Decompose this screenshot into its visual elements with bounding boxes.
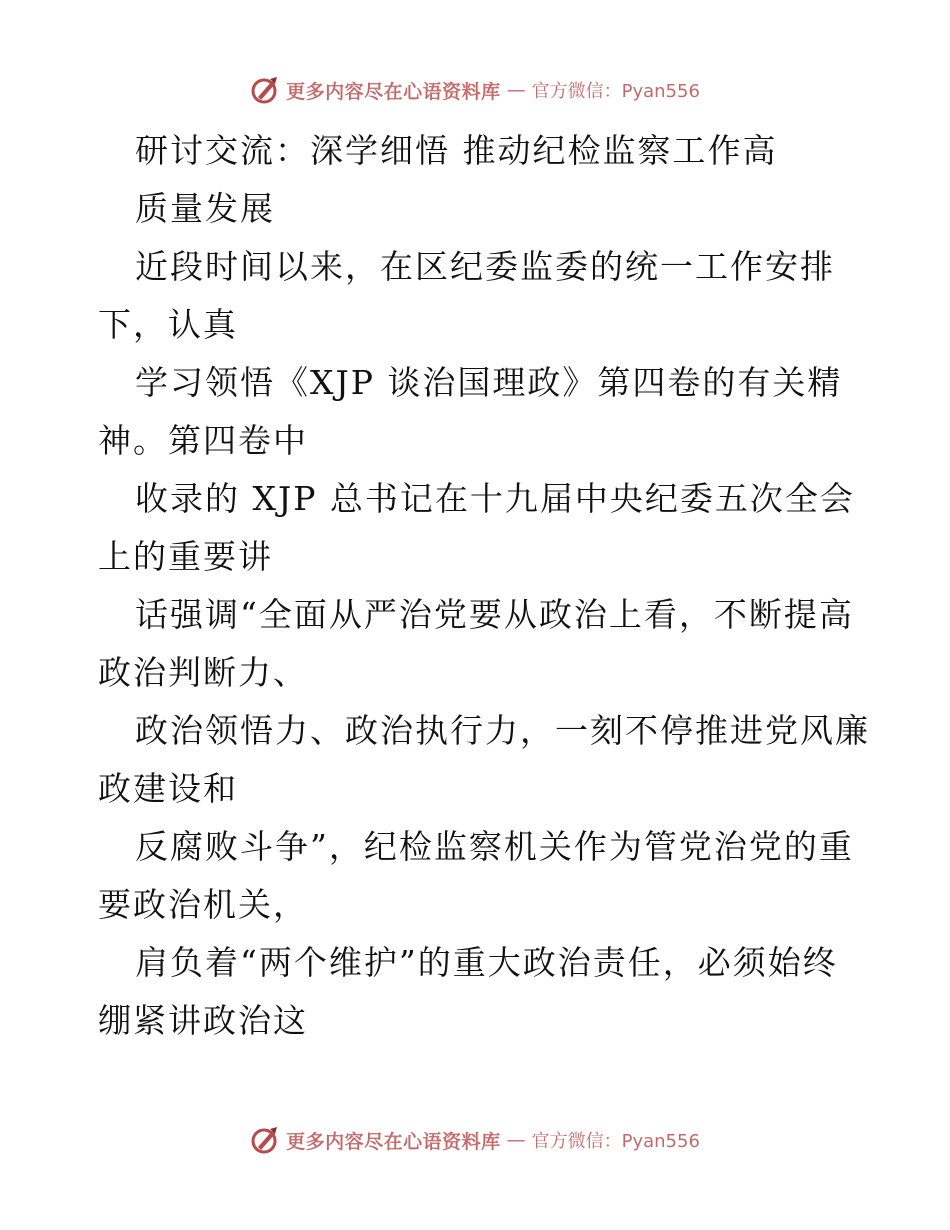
header-watermark	[0, 70, 950, 110]
document-line: 肩负着“两个维护”的重大政治责任，必须始终	[135, 943, 838, 982]
document-body	[98, 122, 878, 1050]
document-line: 神。第四卷中	[98, 421, 308, 460]
document-line: 政建设和	[98, 769, 238, 808]
document-line: 反腐败斗争”，纪检监察机关作为管党治党的重	[135, 827, 854, 866]
document-line: 近段时间以来，在区纪委监委的统一工作安排	[135, 247, 835, 286]
watermark-separator: —	[506, 1129, 526, 1151]
document-line: 绷紧讲政治这	[98, 1001, 308, 1040]
document-line: 研讨交流：深学细悟 推动纪检监察工作高	[135, 131, 778, 170]
document-line: 话强调“全面从严治党要从政治上看，不断提高	[135, 595, 854, 634]
document-line: 质量发展	[135, 189, 275, 228]
document-line: 下，认真	[98, 305, 238, 344]
quill-logo-icon	[250, 75, 280, 105]
watermark-brand: 更多内容尽在心语资料库	[286, 80, 501, 103]
watermark-contact: 官方微信：Pyan556	[531, 1131, 700, 1152]
document-line: 学习领悟《XJP 谈治国理政》第四卷的有关精	[135, 363, 843, 402]
document-line: 政治领悟力、政治执行力，一刻不停推进党风廉	[135, 711, 870, 750]
quill-logo-icon	[250, 1125, 280, 1155]
document-line: 上的重要讲	[98, 537, 273, 576]
document-line: 政治判断力、	[98, 653, 308, 692]
watermark-contact: 官方微信：Pyan556	[531, 81, 700, 102]
watermark-separator: —	[506, 79, 526, 101]
watermark-brand: 更多内容尽在心语资料库	[286, 1130, 501, 1153]
document-line: 要政治机关，	[98, 885, 308, 924]
document-line: 收录的 XJP 总书记在十九届中央纪委五次全会	[135, 479, 855, 518]
footer-watermark	[0, 1120, 950, 1160]
